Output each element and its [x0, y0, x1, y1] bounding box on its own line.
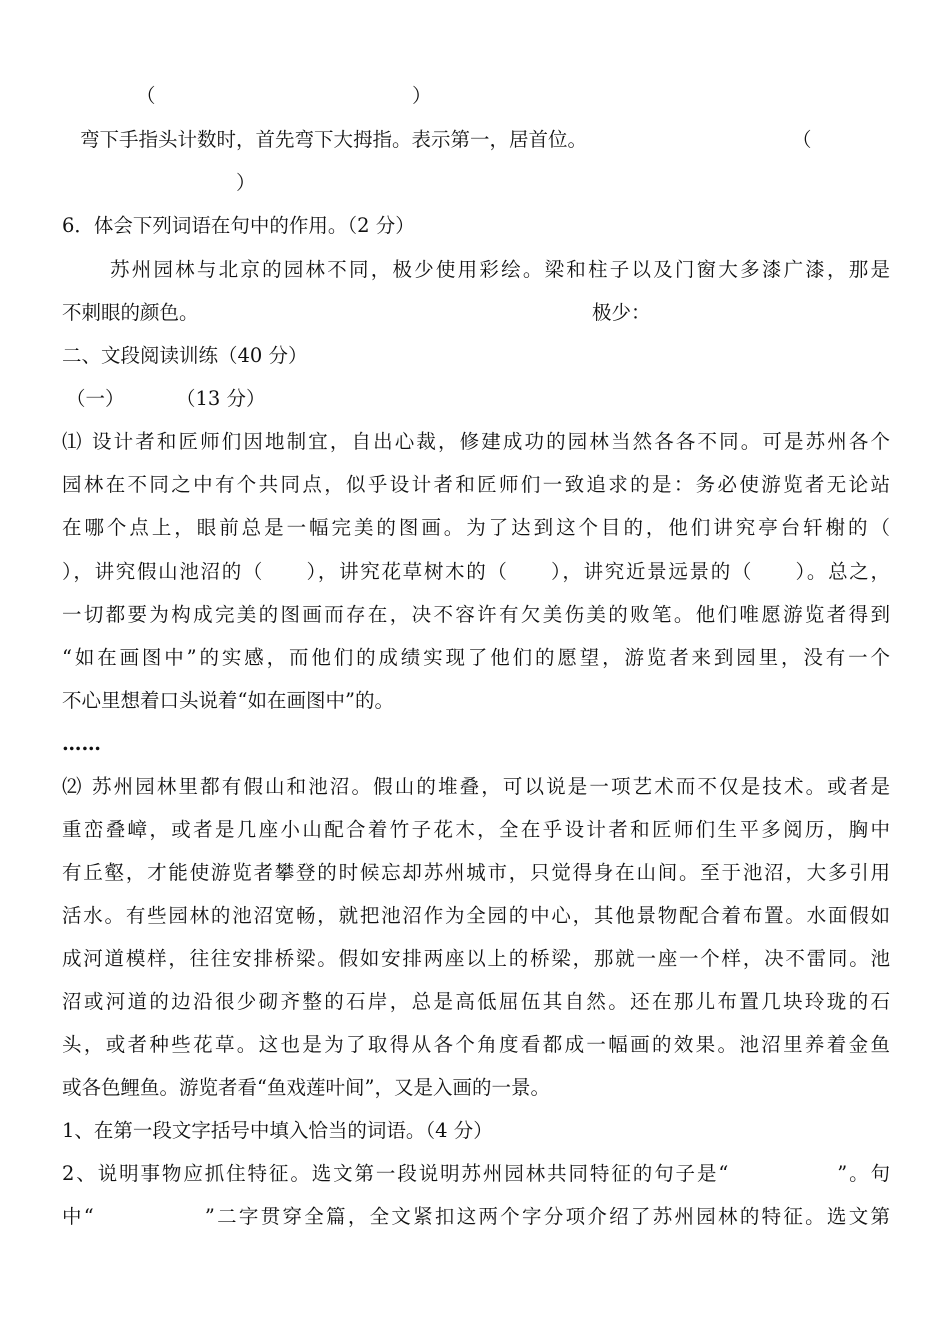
blank-paren-open-1: （ [136, 84, 156, 107]
paragraph-1-line: 在哪个点上，眼前总是一幅完美的图画。为了达到这个目的，他们讲究亭台轩榭的（ [62, 516, 890, 539]
paragraph-2-line: 头，或者种些花草。这也是为了取得从各个角度看都成一幅画的效果。池沼里养着金鱼 [62, 1033, 890, 1056]
paragraph-2-line: 重峦叠嶂，或者是几座小山配合着竹子花木，全在乎设计者和匠师们生平多阅历，胸中 [62, 818, 890, 841]
paragraph-2-line: 或各色鲤鱼。游览者看“鱼戏莲叶间”，又是入画的一景。 [62, 1076, 550, 1099]
question-2-line-2: 中“ ”二字贯穿全篇，全文紧扣这两个字分项介绍了苏州园林的特征。选文第 [62, 1205, 890, 1228]
part-1-label: （一） [66, 387, 125, 410]
paragraph-2-line: 有丘壑，才能使游览者攀登的时候忘却苏州城市，只觉得身在山间。至于池沼，大多引用 [62, 861, 890, 884]
question-6-sentence-line-2: 不刺眼的颜色。 [62, 301, 199, 324]
part-1-score: （13 分） [176, 387, 266, 410]
paragraph-2-line: 成河道模样，往往安排桥梁。假如安排两座以上的桥梁，那就一座一个样，决不雷同。池 [62, 947, 890, 970]
section-2-title: 二、文段阅读训练（40 分） [62, 344, 308, 367]
ellipsis: …… [62, 732, 101, 755]
paragraph-1-line: 园林在不同之中有个共同点，似乎设计者和匠师们一致追求的是：务必使游览者无论站 [62, 473, 890, 496]
question-6-answer-label: 极少： [592, 301, 651, 324]
blank-paren-close-2: ） [236, 171, 256, 194]
paragraph-1-line: 一切都要为构成完美的图画而存在，决不容许有欠美伤美的败笔。他们唯愿游览者得到 [62, 603, 890, 626]
paragraph-2-line: 活水。有些园林的池沼宽畅，就把池沼作为全园的中心，其他景物配合着布置。水面假如 [62, 904, 890, 927]
question-6-sentence-line-1: 苏州园林与北京的园林不同，极少使用彩绘。梁和柱子以及门窗大多漆广漆，那是 [110, 258, 890, 281]
paragraph-1-line: ），讲究假山池沼的（ ），讲究花草树木的（ ），讲究近景远景的（ ）。总之， [62, 560, 890, 583]
paragraph-2-line: 沼或河道的边沿很少砌齐整的石岸，总是高低屈伍其自然。还在那儿布置几块玲珑的石 [62, 990, 890, 1013]
question-2-line-1: 2、说明事物应抓住特征。选文第一段说明苏州园林共同特征的句子是“ ”。句 [62, 1162, 890, 1185]
paragraph-1-line: “如在画图中”的实感，而他们的成绩实现了他们的愿望，游览者来到园里，没有一个 [62, 646, 890, 669]
thumb-explanation-text: 弯下手指头计数时，首先弯下大拇指。表示第一，居首位。 [80, 128, 588, 151]
question-6-title: 6．体会下列词语在句中的作用。（2 分） [62, 214, 415, 237]
blank-paren-open-2: （ [792, 128, 812, 151]
paragraph-2-line: ⑵ 苏州园林里都有假山和池沼。假山的堆叠，可以说是一项艺术而不仅是技术。或者是 [62, 775, 890, 798]
blank-paren-close-1: ） [412, 84, 432, 107]
paragraph-1-line: 不心里想着口头说着“如在画图中”的。 [62, 689, 394, 712]
question-1: 1、在第一段文字括号中填入恰当的词语。（4 分） [62, 1119, 493, 1142]
paragraph-1-line: ⑴ 设计者和匠师们因地制宜，自出心裁，修建成功的园林当然各各不同。可是苏州各个 [62, 430, 890, 453]
